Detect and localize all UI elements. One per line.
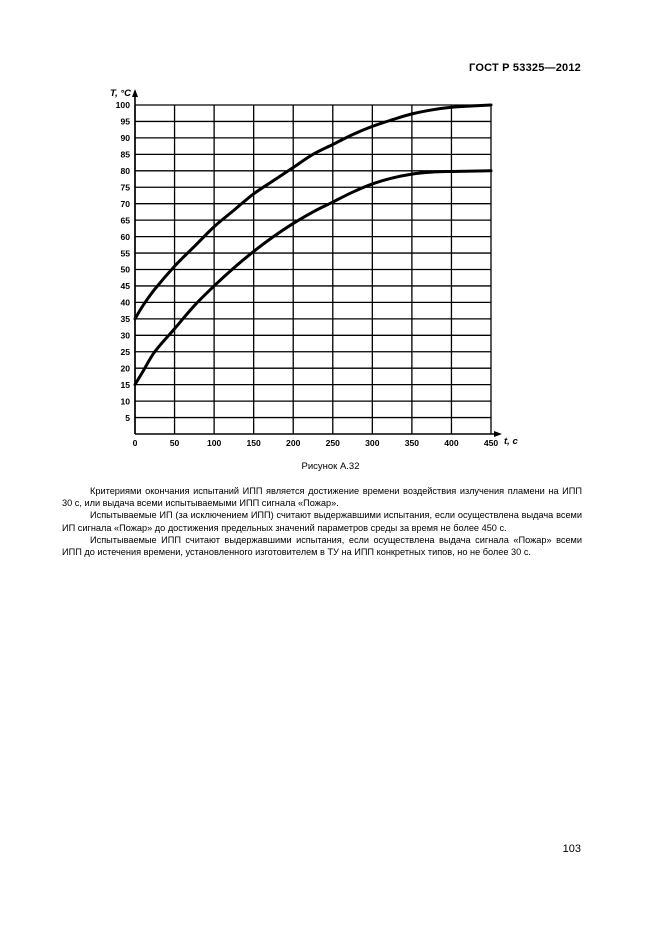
y-tick-label: 70 [120,198,130,209]
y-tick-label: 65 [120,215,130,226]
x-tick-label: 350 [404,438,420,448]
y-tick-label: 90 [120,133,130,144]
paragraph-1: Критериями окончания испытаний ИПП является достижение времени воздействия излучения пламени на ИПП 30 с, или выдача всеми испытываемыми ИПП сигнала «Пожар». [62,486,582,509]
x-axis-label: t, c [504,436,518,447]
body-text [62,485,582,558]
series-line-2 [135,171,491,385]
y-tick-label: 35 [120,314,130,325]
y-tick-label: 10 [120,396,130,407]
chart-ticks [116,100,499,448]
x-tick-label: 50 [169,438,180,448]
y-tick-label: 60 [120,231,130,242]
y-tick-label: 45 [120,281,130,292]
temperature-time-chart [0,0,661,460]
paragraph-3: Испытываемые ИПП считают выдержавшими испытания, если осуществлена выдача сигнала «Пожар» всеми ИПП до истечения времени, установленного изготовителем в ТУ на ИПП конкретных типов, но не более 30 с. [62,534,582,558]
x-tick-label: 300 [365,438,380,448]
x-tick-label: 100 [206,438,222,448]
y-tick-label: 100 [115,100,130,111]
y-tick-label: 80 [120,166,130,176]
figure-caption: Рисунок А.32 [301,461,360,472]
x-tick-label: 200 [286,438,301,448]
chart-series [135,105,491,385]
y-axis-label: T, °C [110,88,132,99]
y-axis-arrow [132,89,138,97]
page-number: 103 [562,843,581,855]
x-tick-label: 450 [483,438,499,448]
chart-grid [132,89,502,437]
y-tick-label: 40 [120,297,130,308]
y-tick-label: 15 [120,379,130,390]
x-tick-label: 0 [132,438,138,448]
document-header: ГОСТ Р 53325—2012 [469,62,581,74]
paragraph-2: Испытываемые ИП (за исключением ИПП) считают выдержавшими испытания, если осуществлена выдача всеми ИП сигнала «Пожар» до достижения предельных значений параметров среды за время не более 450 с. [62,510,582,533]
y-tick-label: 5 [125,412,130,423]
y-tick-label: 75 [120,182,130,193]
x-tick-label: 150 [246,438,261,448]
y-tick-label: 55 [120,248,130,259]
y-tick-label: 50 [120,264,130,275]
x-tick-label: 250 [325,438,340,448]
x-tick-label: 400 [444,438,459,448]
y-tick-label: 20 [120,363,130,374]
y-tick-label: 85 [120,149,130,160]
x-axis-arrow [494,431,502,437]
y-tick-label: 30 [120,330,130,341]
y-tick-label: 95 [120,116,130,127]
y-tick-label: 25 [120,346,130,357]
